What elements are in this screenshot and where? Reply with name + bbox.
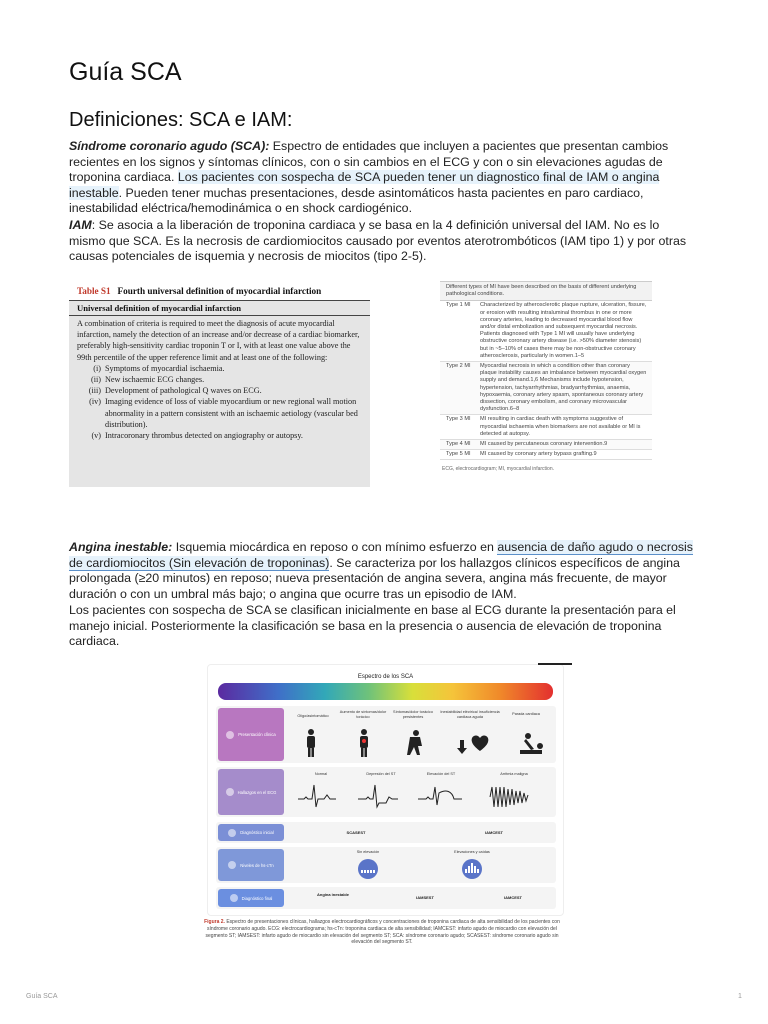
chest-pain-person-icon [360, 729, 368, 757]
row-label-text: Diagnóstico final [241, 895, 273, 901]
figure-title: Espectro de los SCA [357, 674, 414, 680]
mi-type-desc: MI resulting in cardiac death with symptoms suggestive of myocardial ischaemia when biomarkers are not available or MI is detected at autopsy. [480, 416, 641, 437]
highlight-angina: ausencia de daño agudo o necrosis de cardiomiocitos (Sin elevación de troponinas) [69, 540, 694, 570]
list-item-number: (iii) [88, 386, 101, 396]
table-row [440, 301, 652, 362]
hsctn-icons [356, 857, 516, 881]
ecg-cell: Elevación del ST [426, 772, 456, 776]
paragraph-iam [69, 218, 697, 265]
paragraph-angina-text-b: . Se caracteriza por los hallazgos clínicos específicos de angina prolongada (≥20 minutos) en reposo; nueva presentación de angina severa, angina más frecuente, de mayor duración o con un umbral más bajo; o angina que ocurre tras un episodio de IAM. [69, 555, 680, 601]
list-item-number: (v) [91, 431, 101, 441]
ecg-st-elevation-trace [418, 787, 462, 805]
flat-bars-icon [358, 859, 378, 879]
mi-type-label: Type 3 MI [446, 416, 471, 423]
paragraph-sca-text-b: . Pueden tener muchas presentaciones, desde asintomáticos hasta pacientes en paro cardiaco, inestabilidad eléctrica/hemodinámica o en shock cardiogénico. [69, 185, 644, 216]
standing-person-icon [307, 729, 315, 757]
person-icon [226, 731, 234, 739]
final-dx-cell: IAMCEST [504, 895, 522, 900]
list-item-text: Symptoms of myocardial ischaemia. [105, 363, 225, 373]
highlight-sca: Los pacientes con sospecha de SCA pueden tener un diagnostico final de IAM o angina inestable [69, 170, 660, 200]
paragraph-angina-text-a: Isquemia miocárdica en reposo o con mínimo esfuerzo en [172, 540, 498, 554]
row-label-final-dx [218, 889, 284, 907]
page-number: 1 [738, 993, 742, 1000]
figure-caption-text: Espectro de presentaciones clínicas, hallazgos electrocardiográficos y concentraciones de troponina cardiaca de alta sensibilidad de los pacientes con síndrome coronario agudo. ECG: electrocardiograma; hs-cTn: troponina cardiaca de alta sensibilidad; IAMCEST: infarto agudo de miocardio con elevación del segmento ST; IAMSEST: infarto agudo de miocardio sin elevación del segmento ST; SCA: síndrome coronario agudo; SCASEST: síndrome coronario agudo sin elevación del segmento ST. [205, 919, 560, 946]
initial-dx-cell: IAMCEST [485, 830, 503, 835]
paragraph-classification: Los pacientes con sospecha de SCA se clasifican inicialmente en base al ECG durante la presentación para el manejo inicial. Posteriormente la clasificación se basa en la presencia o ausencia de elevación de troponina cardiaca. [69, 603, 676, 649]
clipboard-icon [228, 829, 236, 837]
table-s1-label: Table S1 [77, 286, 111, 296]
initial-dx-cell: SCASEST [346, 830, 366, 835]
mi-type-desc: MI caused by coronary artery bypass grafting.9 [480, 451, 597, 458]
paragraph-sca [69, 139, 697, 217]
figure-row-initial-dx [216, 822, 556, 843]
mi-type-label: Type 1 MI [446, 302, 471, 309]
mi-type-desc: Characterized by atherosclerotic plaque rupture, ulceration, fissure, or erosion with resulting intraluminal thrombus in one or more coronary arteries, leading to decreased myocardial blood flow and/or distal embolization and subsequent myocardial necrosis. Patients diagnosed with Type 1 MI will usually have underlying obstructive coronary artery disease (i.e. >50% diameter stenosis) but in ~5–10% of cases there may be non-obstructive coronary atherosclerosis, particularly in women.1–5 [480, 302, 647, 359]
list-item [77, 396, 362, 430]
presentation-cell: Aumento de síntomas/dolor torácico [339, 710, 387, 719]
hsctn-cell: Elevaciones y caídas [454, 850, 490, 854]
term-sca: Síndrome coronario agudo (SCA): [69, 139, 270, 153]
table-row [440, 415, 652, 440]
hsctn-cell: Sin elevación [356, 850, 380, 854]
rising-bars-icon [462, 859, 482, 879]
table-s1-caption [69, 281, 370, 300]
row-label-text: Hallazgos en el ECG [237, 789, 277, 795]
term-iam: IAM [69, 218, 92, 232]
presentation-cell: Oligo/asintomático [297, 714, 329, 718]
final-dx-cell: Angina inestable [316, 892, 349, 897]
figure-row-presentation [216, 706, 556, 763]
term-angina: Angina inestable: [69, 540, 173, 554]
table-s1-subheading: Universal definition of myocardial infarction [69, 300, 370, 316]
mi-types-table [440, 281, 652, 474]
ecg-normal-trace [298, 785, 336, 807]
row-label-text: Presentación clínica [238, 732, 276, 737]
mi-types-rows [440, 301, 652, 460]
table-row [440, 440, 652, 450]
list-item-number: (ii) [90, 375, 101, 385]
figure-row-ecg [216, 767, 556, 817]
table-s1-list [77, 363, 362, 441]
lab-icon [228, 861, 236, 869]
section-title: Definiciones: SCA e IAM: [69, 109, 293, 131]
figure-sca-spectrum [207, 664, 564, 916]
ecg-arrhythmia-trace [490, 787, 528, 807]
figure-top-bar [538, 663, 572, 665]
checkmark-icon [230, 894, 238, 902]
footer-title: Guía SCA [26, 993, 58, 1000]
table-s1-intro: A combination of criteria is required to meet the diagnosis of acute myocardial infarction, namely the detection of an increase and/or decrease of a cardiac biomarker, preferably high-sensitivity cardiac troponin T or I, with at least one value above the 99th percentile of the upper reference limit and at least one of the following: [77, 319, 360, 362]
row-label-initial-dx [218, 824, 284, 841]
list-item [77, 374, 362, 385]
list-item [77, 430, 362, 441]
list-item-text: Intracoronary thrombus detected on angiography or autopsy. [105, 431, 303, 441]
list-item-number: (i) [93, 363, 101, 373]
table-row [440, 362, 652, 415]
mi-types-header: Different types of MI have been described on the basis of different underlying pathological conditions. [440, 281, 652, 301]
list-item-number: (iv) [89, 397, 101, 407]
cardiac-arrest-icon [520, 733, 543, 754]
list-item [77, 385, 362, 396]
presentation-cell: Parada cardiaca [512, 712, 540, 716]
figure-caption [197, 919, 567, 946]
mi-type-label: Type 5 MI [446, 451, 471, 458]
ecg-cell: Arritmia maligna [500, 772, 528, 776]
row-label-hsctn [218, 849, 284, 881]
list-item [77, 363, 362, 374]
presentation-icons [296, 728, 556, 758]
heart-failure-icon [457, 735, 488, 754]
ecg-cell: Depresión del ST [366, 772, 396, 776]
list-item-text: Development of pathological Q waves on ECG. [105, 386, 262, 396]
ecg-traces [296, 781, 556, 811]
table-s1-body [69, 316, 370, 443]
mi-type-label: Type 4 MI [446, 441, 471, 448]
document-title: Guía SCA [69, 58, 182, 86]
presentation-cell: Inestabilidad eléctrica/ insuficiencia cardiaca aguda [440, 710, 500, 719]
row-label-text: Niveles de hs-cTn [240, 862, 274, 868]
figure-row-hsctn [216, 847, 556, 883]
table-s1 [69, 281, 370, 487]
list-item-text: Imaging evidence of loss of viable myocardium or new regional wall motion abnormality in a pattern consistent with an ischaemic aetiology (vascular bed distribution). [105, 397, 358, 429]
spectrum-gradient-bar [218, 683, 553, 700]
row-label-presentation [218, 708, 284, 761]
row-label-ecg [218, 769, 284, 815]
list-item-text: New ischaemic ECG changes. [105, 375, 205, 385]
paragraph-sca-text-a: Espectro de entidades que incluyen a pacientes que presentan cambios recientes en los signos y síntomas clínicos, con o sin cambios en el ECG y con o sin elevaciones agudas de troponina cardiaca. [69, 139, 669, 185]
final-dx-cell: IAMSEST [416, 895, 434, 900]
ecg-st-depression-trace [358, 785, 398, 807]
ecg-icon [226, 788, 234, 796]
row-label-text: Diagnóstico inicial [240, 830, 274, 835]
paragraph-angina [69, 540, 697, 602]
presentation-cell: Síntomas/dolor torácico persistentes [393, 710, 433, 719]
table-s1-caption-text: Fourth universal definition of myocardial infarction [117, 286, 322, 296]
mi-type-desc: MI caused by percutaneous coronary intervention.9 [480, 441, 608, 448]
ecg-cell: Normal [314, 772, 328, 776]
figure-caption-label: Figura 2. [204, 919, 225, 925]
kneeling-person-icon [407, 730, 422, 755]
figure-row-final-dx [216, 887, 556, 909]
table-row [440, 450, 652, 460]
mi-types-footnote: ECG, electrocardiogram; MI, myocardial infarction. [442, 466, 554, 473]
mi-type-label: Type 2 MI [446, 363, 471, 370]
paragraph-iam-text: : Se asocia a la liberación de troponina cardiaca y se basa en la 4 definición universal del IAM. No es lo mismo que SCA. Es la necrosis de cardiomiocitos causado por eventos aterotrombóticos (IAM tipo 1) y por otras causas potenciales de isquemia y necrosis de miocitos (tipo 2-5). [69, 218, 687, 264]
mi-type-desc: Myocardial necrosis in which a condition other than coronary plaque instability causes an imbalance between myocardial oxygen supply and demand.1,6 Mechanisms include hypotension, hypertension, tachyarrhythmias, bradyarrhythmias, anaemia, hypoxaemia, coronary artery spasm, spontaneous coronary artery dissection, coronary embolism, and coronary microvascular dysfunction.6–8 [480, 363, 647, 413]
